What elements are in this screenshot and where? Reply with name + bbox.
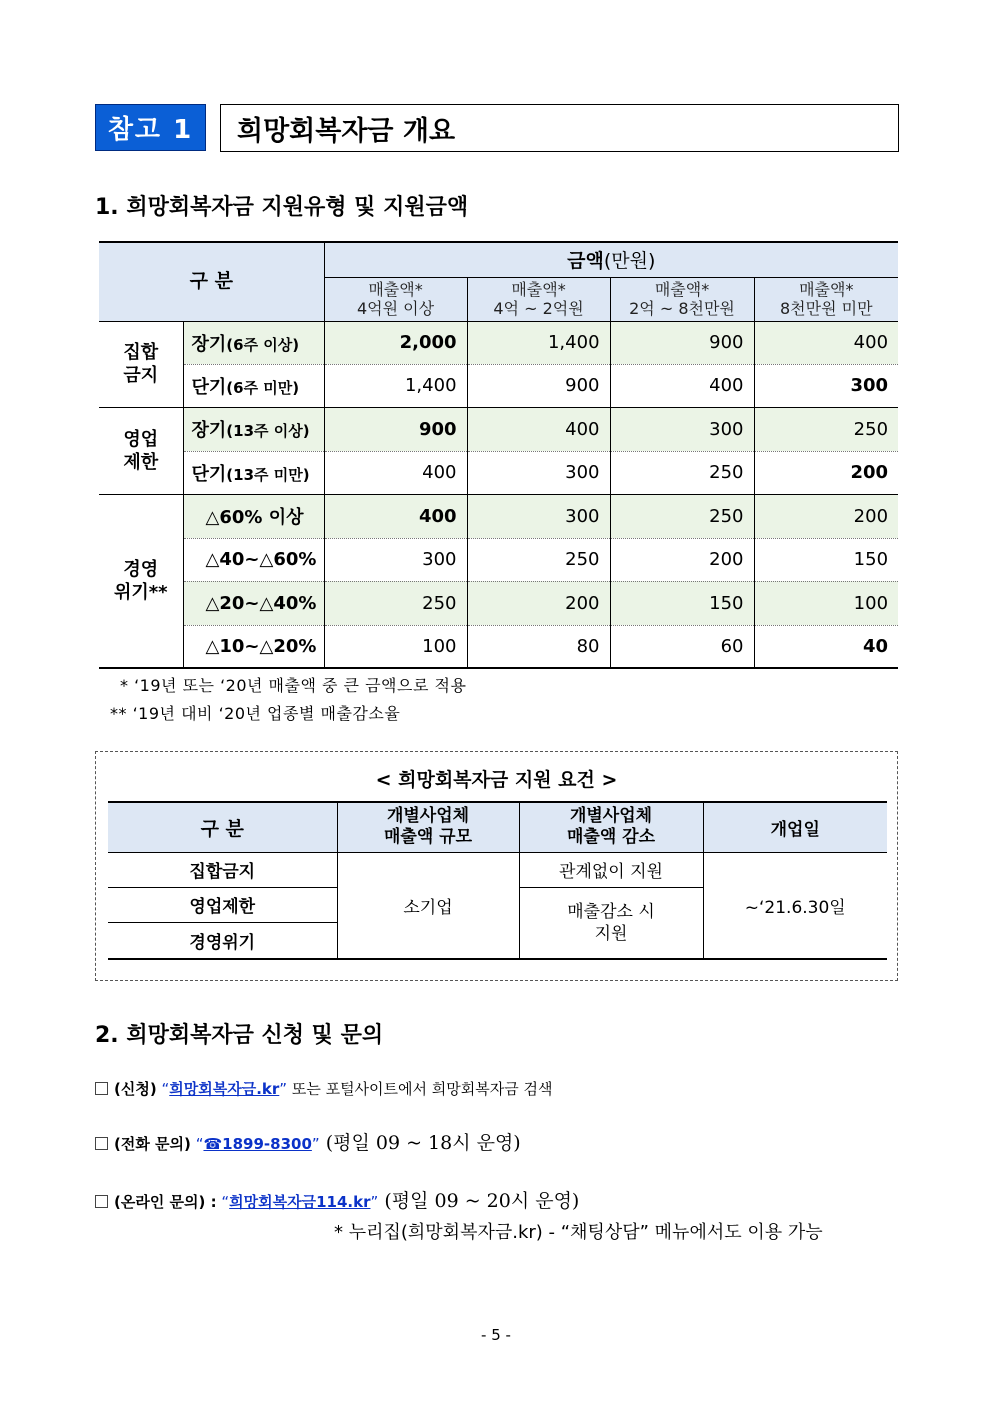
amount-cell: 300 [324,538,467,581]
group-business-restriction [99,407,183,494]
col4-line1: 매출액* [799,280,854,299]
amount-cell: 250 [324,581,467,625]
item-text: (평일 09 ~ 20시 운영) [378,1190,580,1212]
business-size-cell: 소기업 [337,852,519,959]
item-label: (온라인 문의) : [114,1193,217,1211]
item-label: (전화 문의) [114,1135,191,1153]
col-group-header: 구 분 [99,242,324,321]
col1-line2: 4억원 이상 [356,299,435,318]
amount-cell: 80 [467,625,610,668]
g3-line1: 경영 [123,558,159,580]
col2-line2: 4억 ~ 2억원 [493,299,584,318]
row-label-sub: (13주 이상) [226,422,310,440]
col4-line2: 8천만원 미만 [780,299,873,318]
amount-header [324,242,898,277]
row-label-main: 장기 [191,333,227,355]
quote-open: “ [221,1193,230,1211]
row-label-sub: (6주 미만) [226,378,300,397]
col3-line1: 매출액* [654,280,710,299]
col3-line2: 2억 ~ 8천만원 [629,299,735,318]
checkbox-icon [95,1195,108,1208]
amount-cell: 200 [610,538,754,581]
open-date-cell: ~‘21.6.30일 [703,852,887,959]
req-col3-line1: 개별사업체 [569,806,653,827]
row-label-sub: (6주 이상) [226,335,300,354]
quote-close: ” [311,1135,320,1153]
item-text: 또는 포털사이트에서 희망회복자금 검색 [287,1080,553,1098]
row-label-main: 장기 [191,420,227,441]
decline-none-cell: 관계없이 지원 [519,852,703,887]
req-col-header-1: 구 분 [108,802,337,852]
amount-cell: 1,400 [467,321,610,364]
amount-unit: (만원) [603,250,656,273]
requirements-table [108,801,887,960]
amount-cell: 40 [862,635,889,657]
reference-badge: 참고 1 [95,104,206,151]
item-text: (평일 09 ~ 18시 운영) [319,1132,521,1154]
row-label: △20~△40% [183,581,324,625]
req-row-label: 집합금지 [108,852,337,887]
amount-cell: 250 [467,538,610,581]
amount-cell: 400 [324,451,467,494]
amount-cell: 150 [853,549,889,570]
row-label-sub: (13주 미만) [226,465,310,484]
g3-line2: 위기** [113,581,168,603]
amount-cell: 300 [467,451,610,494]
chat-note: * 누리집(희망회복자금.kr) - “채팅상담” 메뉴에서도 이용 가능 [334,1222,823,1243]
col-header-3 [610,277,754,321]
quote-close: ” [370,1193,379,1211]
row-label [183,407,324,451]
col-header-2 [467,277,610,321]
row-label: △40~△60% [183,538,324,581]
quote-close: ” [279,1080,288,1098]
row-label [183,364,324,407]
amount-cell: 900 [610,321,754,364]
col1-line1: 매출액* [368,280,423,299]
amount-main: 금액 [567,250,604,273]
amount-cell: 1,400 [324,364,467,407]
page-number: - 5 - [481,1326,511,1344]
amount-cell: 300 [850,375,889,396]
amount-cell: 60 [610,625,754,668]
phone-item [95,1128,521,1155]
req-col3-line2: 매출액 감소 [566,827,656,848]
req-col2-line1: 개별사업체 [386,806,470,827]
item-label: (신청) [114,1080,157,1098]
amount-cell: 300 [467,494,610,538]
decline-line2: 지원 [594,923,628,944]
req-col2-line2: 매출액 규모 [383,827,473,848]
decline-line1: 매출감소 시 [567,901,655,922]
amount-cell: 200 [754,494,898,538]
req-row-label: 경영위기 [108,922,337,959]
req-col-header-4: 개업일 [703,802,887,852]
amount-cell: 400 [610,364,754,407]
group-management-crisis [99,494,183,668]
online-link[interactable]: 희망회복자금114.kr [229,1193,371,1211]
g1-line2: 금지 [123,365,159,386]
section2-heading: 2. 희망회복자금 신청 및 문의 [95,1023,384,1048]
amount-cell: 150 [610,581,754,625]
g1-line1: 집합 [123,342,159,363]
amount-cell: 250 [754,407,898,451]
footnote-1: * ‘19년 또는 ‘20년 매출액 중 큰 금액으로 적용 [120,676,467,695]
amount-cell: 200 [850,462,889,483]
requirements-title: < 희망회복자금 지원 요건 > [375,769,618,791]
g2-line2: 제한 [123,451,159,473]
amount-cell: 400 [754,321,898,364]
row-label: △10~△20% [183,625,324,668]
g2-line1: 영업 [123,428,159,450]
group-assembly-ban [99,321,183,407]
phone-link[interactable]: ☎1899-8300 [203,1135,312,1153]
col-header-1 [324,277,467,321]
page-title: 희망회복자금 개요 [220,104,899,152]
amount-cell: 250 [610,494,754,538]
row-label-main: 단기 [191,376,227,398]
amount-cell: 400 [467,407,610,451]
amount-cell: 200 [467,581,610,625]
req-col-header-2 [337,802,519,852]
footnote-2: ** ‘19년 대비 ‘20년 업종별 매출감소율 [110,704,401,723]
col2-line1: 매출액* [511,280,566,299]
amount-cell: 250 [610,451,754,494]
amount-cell: 300 [610,407,754,451]
amount-cell: 2,000 [324,321,467,364]
decline-required-cell [519,887,703,959]
apply-item [95,1078,552,1099]
checkbox-icon [95,1082,108,1095]
row-label [183,321,324,364]
quote-open: “ [195,1135,204,1153]
apply-link[interactable]: 희망회복자금.kr [169,1080,280,1098]
req-row-label: 영업제한 [108,887,337,922]
support-amount-table [99,241,898,669]
online-item [95,1186,579,1213]
quote-open: “ [161,1080,170,1098]
amount-cell: 400 [324,494,467,538]
amount-cell: 900 [467,364,610,407]
amount-cell: 100 [324,625,467,668]
amount-cell: 900 [324,407,467,451]
row-label: △60% 이상 [183,494,324,538]
req-col-header-3 [519,802,703,852]
col-header-4 [754,277,898,321]
amount-cell: 100 [754,581,898,625]
section1-heading: 1. 희망회복자금 지원유형 및 지원금액 [95,195,469,220]
row-label [183,451,324,494]
row-label-main: 단기 [191,463,227,485]
checkbox-icon [95,1137,108,1150]
